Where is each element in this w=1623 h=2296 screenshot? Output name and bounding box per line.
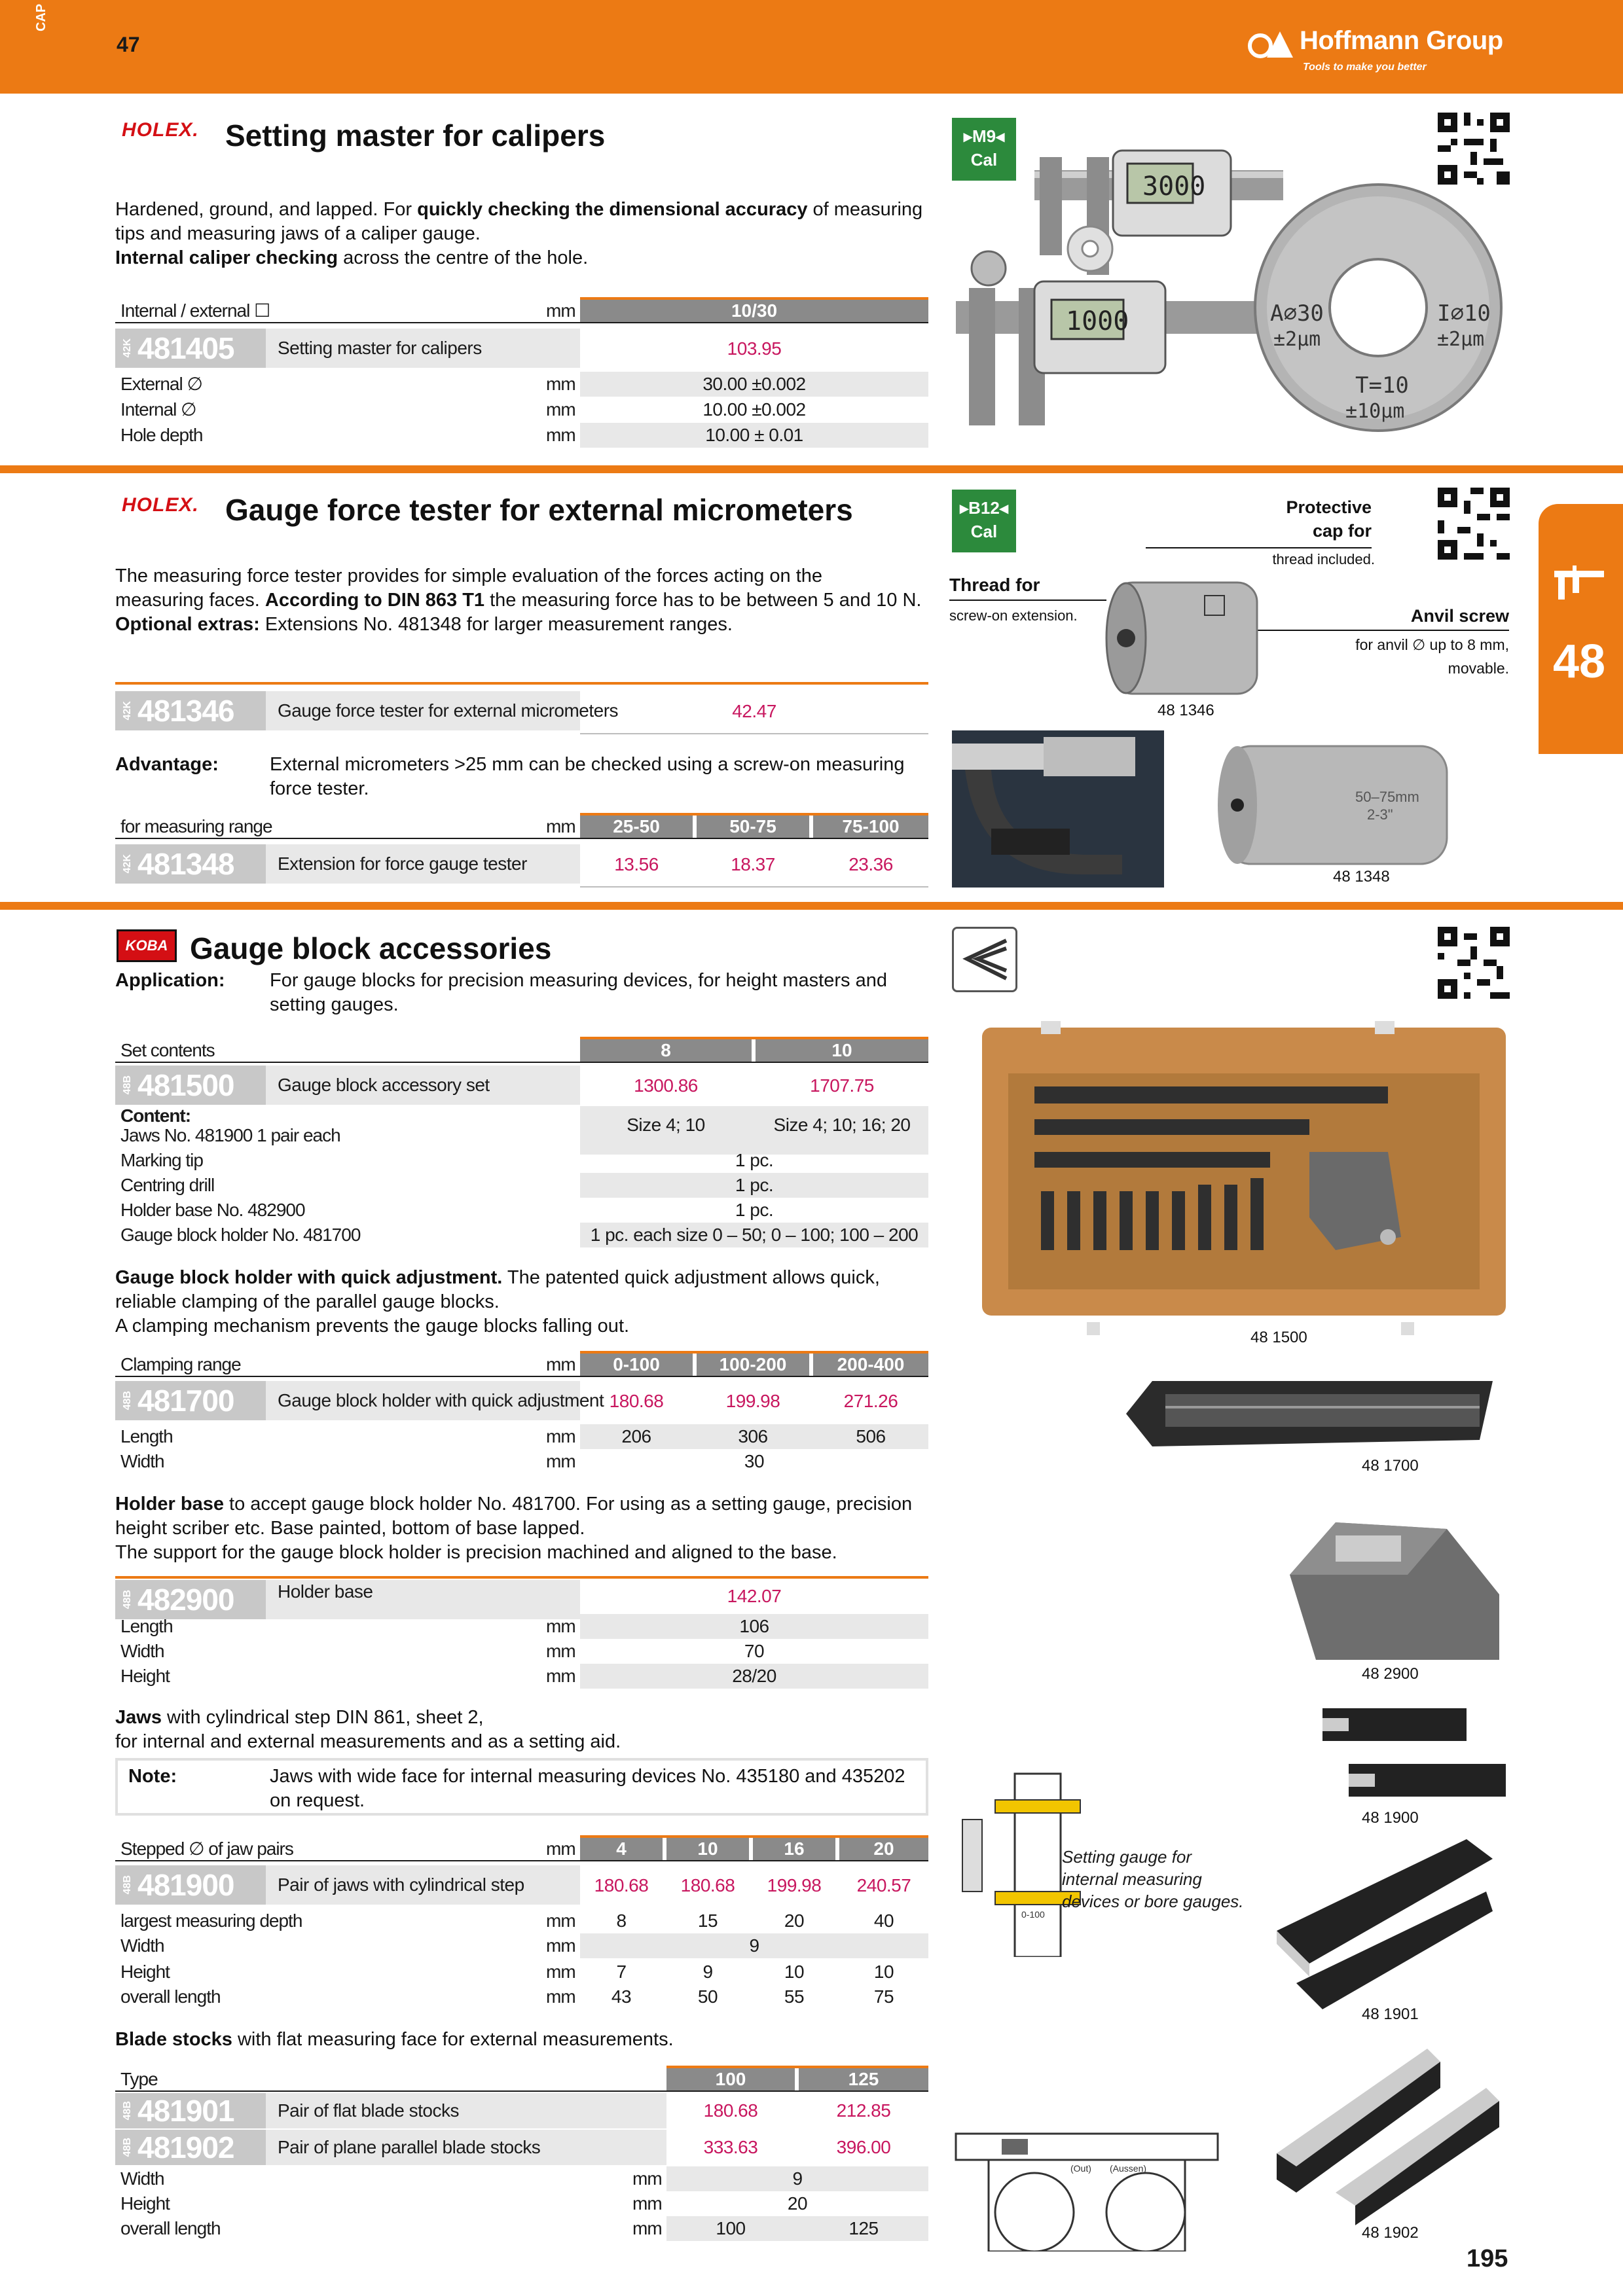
row-unit: mm bbox=[546, 1666, 575, 1686]
section-description: The measuring force tester provides for simple evaluation of the forces acting on the measuring faces. According to DIN 863 T1 the measuring force has to be between 5 and 10 N. Optional extras: Extensions No. 481348 for larger measurement ranges. bbox=[115, 565, 922, 635]
hoffmann-logo-icon bbox=[1247, 29, 1293, 59]
holex-logo: HOLEX. bbox=[122, 494, 199, 516]
article-number-481405[interactable]: 42K 481405 bbox=[115, 329, 266, 368]
row-label: largest measuring depth bbox=[120, 1910, 302, 1931]
row-value: 10.00 ± 0.01 bbox=[705, 425, 803, 445]
price: 333.63 bbox=[703, 2137, 758, 2157]
row-label: Hole depth bbox=[120, 425, 203, 445]
caption-481900: 48 1900 bbox=[1362, 1809, 1419, 1827]
caption-481346: 48 1346 bbox=[1158, 702, 1214, 719]
table-header-unit: mm bbox=[546, 1354, 575, 1374]
row-unit: mm bbox=[546, 1935, 575, 1956]
force-tester-photo bbox=[1100, 569, 1270, 700]
caption-482900: 48 2900 bbox=[1362, 1665, 1419, 1683]
caption-481901: 48 1901 bbox=[1362, 2005, 1419, 2023]
row-label: Gauge block holder No. 481700 bbox=[120, 1225, 361, 1245]
chapter-tab[interactable] bbox=[1539, 504, 1623, 754]
row-label: Internal ∅ bbox=[120, 399, 196, 420]
row-unit: mm bbox=[546, 425, 575, 445]
row-value: 20 bbox=[787, 2193, 808, 2214]
svg-text:(Out): (Out) bbox=[1070, 2163, 1091, 2174]
row-unit: mm bbox=[632, 2168, 662, 2189]
table-col-header: 10/30 bbox=[580, 300, 928, 322]
qr-code[interactable] bbox=[1438, 927, 1510, 999]
svg-text:I∅10: I∅10 bbox=[1437, 300, 1491, 327]
price: 1707.75 bbox=[810, 1075, 874, 1096]
note-label: Note: bbox=[128, 1766, 177, 1787]
row-value: 40 bbox=[873, 1910, 894, 1931]
row-value: 15 bbox=[697, 1910, 718, 1931]
gauge-block-icon bbox=[952, 927, 1017, 992]
row-unit: mm bbox=[632, 2218, 662, 2238]
accessory-set-case-photo bbox=[982, 1021, 1506, 1335]
price: 212.85 bbox=[836, 2100, 891, 2121]
micrometer-photo bbox=[952, 730, 1164, 888]
row-value: 306 bbox=[738, 1426, 768, 1446]
price: 199.98 bbox=[767, 1875, 822, 1895]
display-reading: 1000 bbox=[1066, 306, 1129, 336]
row-unit: mm bbox=[546, 1451, 575, 1471]
callout-anvil-sub: for anvil ∅ up to 8 mm, bbox=[1355, 636, 1509, 653]
article-number-481500[interactable]: 48B 481500 bbox=[115, 1066, 266, 1105]
article-description: Pair of jaws with cylindrical step bbox=[278, 1874, 524, 1895]
note-text: Jaws with wide face for internal measuring devices No. 435180 and 435202 on request. bbox=[270, 1766, 905, 1811]
jaws-col-header: 16 bbox=[753, 1838, 835, 1860]
callout-cap-sub: thread included. bbox=[1272, 551, 1375, 567]
price: 180.68 bbox=[609, 1391, 664, 1411]
jaws-description: Jaws with cylindrical step DIN 861, sheet 2, for internal and external measurements and as a setting aid. bbox=[115, 1707, 621, 1752]
table-header-unit: mm bbox=[546, 1839, 575, 1859]
svg-text:T=10: T=10 bbox=[1355, 372, 1409, 399]
table-header-unit: mm bbox=[546, 300, 575, 321]
range-col-header: 75-100 bbox=[813, 816, 928, 838]
price: 23.36 bbox=[848, 854, 893, 874]
row-label: Jaws No. 481900 1 pair each bbox=[120, 1125, 340, 1145]
row-value: 10 bbox=[873, 1962, 894, 1982]
koba-logo: KOBA bbox=[117, 929, 177, 962]
callout-thread-sub: screw-on extension. bbox=[949, 607, 1078, 624]
section-title: Gauge block accessories bbox=[190, 931, 552, 965]
callout-anvil-sub: movable. bbox=[1448, 660, 1509, 677]
svg-text:0-100: 0-100 bbox=[1021, 1909, 1045, 1920]
row-label: Marking tip bbox=[120, 1150, 203, 1170]
cal-badge: ▸B12◂ Cal bbox=[952, 490, 1016, 552]
svg-text:±2µm: ±2µm bbox=[1437, 328, 1485, 351]
row-value: 1 pc. bbox=[735, 1200, 774, 1220]
table-header-label: Clamping range bbox=[120, 1354, 241, 1374]
row-value: 10.00 ±0.002 bbox=[702, 399, 806, 420]
row-unit: mm bbox=[546, 1962, 575, 1982]
holder-col-header: 100-200 bbox=[697, 1354, 809, 1376]
plane-parallel-blade-stocks-photo bbox=[1270, 2036, 1506, 2225]
row-label: Centring drill bbox=[120, 1175, 215, 1195]
application-text: For gauge blocks for precision measuring devices, for height masters and setting gauges. bbox=[270, 970, 887, 1015]
qr-code[interactable] bbox=[1438, 488, 1510, 560]
table-header-label: Type bbox=[120, 2069, 158, 2089]
row-unit: mm bbox=[546, 1616, 575, 1636]
holder-col-header: 200-400 bbox=[813, 1354, 928, 1376]
price: 142.07 bbox=[727, 1586, 782, 1606]
advantage-label: Advantage: bbox=[115, 754, 219, 775]
caption-481700: 48 1700 bbox=[1362, 1457, 1419, 1475]
row-value: 28/20 bbox=[732, 1666, 776, 1686]
holex-logo: HOLEX. bbox=[122, 119, 199, 141]
row-unit: mm bbox=[546, 1641, 575, 1661]
row-value: 1 pc. bbox=[735, 1175, 774, 1195]
section-description: Hardened, ground, and lapped. For quickly checking the dimensional accuracy of measuring tips and measuring jaws of a caliper gauge. Internal caliper checking across the centre of the hole. bbox=[115, 199, 923, 268]
article-description: Extension for force gauge tester bbox=[278, 853, 527, 874]
row-unit: mm bbox=[546, 374, 575, 394]
price: 240.57 bbox=[856, 1875, 911, 1895]
set-col-header: 8 bbox=[580, 1039, 752, 1062]
svg-text:2-3": 2-3" bbox=[1367, 806, 1393, 823]
row-value: 100 bbox=[716, 2218, 746, 2238]
price: 18.37 bbox=[731, 854, 775, 874]
row-value: Size 4; 10 bbox=[627, 1115, 705, 1135]
row-label: Height bbox=[120, 1962, 170, 1982]
callout-thread: Thread for bbox=[949, 575, 1040, 595]
row-label: Width bbox=[120, 2168, 164, 2189]
row-value: 50 bbox=[697, 1986, 718, 2007]
table-header-label: Internal / external ☐ bbox=[120, 300, 270, 321]
cal-badge: ▸M9◂ Cal bbox=[952, 118, 1016, 181]
row-label: Length bbox=[120, 1616, 173, 1636]
range-col-header: 25-50 bbox=[580, 816, 693, 838]
article-description: Pair of plane parallel blade stocks bbox=[278, 2137, 541, 2157]
blade-stock-diagram bbox=[949, 2114, 1224, 2251]
row-label: overall length bbox=[120, 2218, 221, 2238]
caliper-icon bbox=[1553, 563, 1605, 602]
holder-base-photo bbox=[1277, 1516, 1512, 1666]
blade-description: Blade stocks with flat measuring face for external measurements. bbox=[115, 2029, 674, 2050]
row-label: Width bbox=[120, 1641, 164, 1661]
article-number-481348[interactable]: 42K 481348 bbox=[115, 844, 266, 884]
gauge-block-holder-photo bbox=[1126, 1368, 1506, 1460]
row-value: 30.00 ±0.002 bbox=[702, 374, 806, 394]
row-value: 8 bbox=[616, 1910, 627, 1931]
caption-481500: 48 1500 bbox=[1250, 1329, 1307, 1346]
article-description: Gauge force tester for external micrometers bbox=[278, 700, 619, 721]
jaws-col-header: 4 bbox=[580, 1838, 663, 1860]
price: 103.95 bbox=[727, 338, 782, 359]
row-label: Length bbox=[120, 1426, 173, 1446]
price: 1300.86 bbox=[634, 1075, 698, 1096]
row-value: 10 bbox=[784, 1962, 805, 1982]
callout-cap: cap for bbox=[1312, 521, 1372, 541]
advantage-text: External micrometers >25 mm can be checked using a screw-on measuring force tester. bbox=[270, 754, 905, 799]
svg-text:50–75mm: 50–75mm bbox=[1355, 789, 1419, 805]
article-number-481901[interactable]: 48B 481901 bbox=[115, 2093, 266, 2128]
range-col-header: 50-75 bbox=[697, 816, 809, 838]
price: 180.68 bbox=[680, 1875, 735, 1895]
application-label: Application: bbox=[115, 970, 225, 991]
row-value: 70 bbox=[744, 1641, 765, 1661]
section-title: Gauge force tester for external micrometers bbox=[225, 493, 853, 527]
article-number-481700[interactable]: 48B 481700 bbox=[115, 1381, 266, 1420]
blade-col-header: 100 bbox=[666, 2068, 795, 2090]
row-value: 9 bbox=[749, 1935, 759, 1956]
price: 396.00 bbox=[836, 2137, 891, 2157]
row-unit: mm bbox=[546, 1426, 575, 1446]
svg-text:(Aussen): (Aussen) bbox=[1110, 2163, 1147, 2174]
row-value: 1 pc. bbox=[735, 1150, 774, 1170]
row-label: overall length bbox=[120, 1986, 221, 2007]
jaws-col-header: 10 bbox=[666, 1838, 749, 1860]
price: 13.56 bbox=[614, 854, 659, 874]
category-code: CAP bbox=[34, 3, 48, 31]
row-label: Width bbox=[120, 1451, 164, 1471]
article-number-481902[interactable]: 48B 481902 bbox=[115, 2130, 266, 2165]
extension-photo bbox=[1211, 740, 1460, 870]
row-label: Holder base No. 482900 bbox=[120, 1200, 305, 1220]
row-value: Size 4; 10; 16; 20 bbox=[773, 1115, 911, 1135]
callout-anvil: Anvil screw bbox=[1410, 606, 1509, 626]
table-header-label: Set contents bbox=[120, 1040, 215, 1060]
display-reading: 3000 bbox=[1142, 171, 1206, 202]
row-value: 43 bbox=[611, 1986, 632, 2007]
row-unit: mm bbox=[546, 399, 575, 420]
setting-gauge-caption: Setting gauge for internal measuring devices or bore gauges. bbox=[1062, 1847, 1244, 1911]
table-header-label: Stepped ∅ of jaw pairs bbox=[120, 1839, 293, 1859]
table-header-unit: mm bbox=[546, 816, 575, 836]
page-number: 195 bbox=[1467, 2245, 1508, 2272]
page-reference: 47 bbox=[117, 33, 140, 56]
section-separator bbox=[0, 465, 1623, 473]
row-label: External ∅ bbox=[120, 374, 202, 394]
svg-text:A∅30: A∅30 bbox=[1270, 300, 1324, 327]
row-value: 55 bbox=[784, 1986, 805, 2007]
row-value: 1 pc. each size 0 – 50; 0 – 100; 100 – 200 bbox=[590, 1225, 919, 1245]
holder-description: Gauge block holder with quick adjustment. The patented quick adjustment allows quick, reliable clamping of the parallel gauge blocks. A clamping mechanism prevents the gauge blocks falling out. bbox=[115, 1267, 880, 1336]
row-label: Width bbox=[120, 1935, 164, 1956]
row-unit: mm bbox=[546, 1910, 575, 1931]
table-header-label: for measuring range bbox=[120, 816, 272, 836]
article-description: Pair of flat blade stocks bbox=[278, 2100, 459, 2121]
jaws-photo bbox=[1309, 1702, 1506, 1806]
price: 180.68 bbox=[594, 1875, 649, 1895]
jaws-col-header: 20 bbox=[839, 1838, 928, 1860]
page-header bbox=[0, 0, 1623, 94]
row-value: 30 bbox=[744, 1451, 765, 1471]
row-value: 20 bbox=[784, 1910, 805, 1931]
chapter-number: 48 bbox=[1553, 636, 1606, 688]
row-value: 7 bbox=[616, 1962, 627, 1982]
brand-logo: Hoffmann Group bbox=[1300, 26, 1503, 55]
row-label: Height bbox=[120, 2193, 170, 2214]
section-title: Setting master for calipers bbox=[225, 118, 606, 152]
row-label: Content: bbox=[120, 1105, 191, 1126]
flat-blade-stocks-photo bbox=[1270, 1833, 1506, 2016]
row-value: 106 bbox=[739, 1616, 769, 1636]
article-description: Setting master for calipers bbox=[278, 338, 482, 358]
article-number-481346[interactable]: 42K 481346 bbox=[115, 691, 266, 730]
article-number-481900[interactable]: 48B 481900 bbox=[115, 1865, 266, 1905]
price: 42.47 bbox=[732, 701, 776, 721]
blade-col-header: 125 bbox=[799, 2068, 928, 2090]
row-unit: mm bbox=[546, 1986, 575, 2007]
set-col-header: 10 bbox=[756, 1039, 928, 1062]
price: 199.98 bbox=[725, 1391, 780, 1411]
holder-col-header: 0-100 bbox=[580, 1354, 693, 1376]
article-number-482900[interactable]: 48B 482900 bbox=[115, 1580, 266, 1619]
row-value: 125 bbox=[848, 2218, 879, 2238]
caption-481348: 48 1348 bbox=[1333, 868, 1390, 886]
row-value: 75 bbox=[873, 1986, 894, 2007]
section-separator bbox=[0, 902, 1623, 910]
base-description: Holder base to accept gauge block holder No. 481700. For using as a setting gauge, precision height scriber etc. Base painted, bottom of base lapped. The support for the gauge block holder is precision machined and aligned to the base. bbox=[115, 1494, 913, 1563]
row-value: 206 bbox=[621, 1426, 651, 1446]
brand-tagline: Tools to make you better bbox=[1303, 62, 1427, 73]
price: 271.26 bbox=[843, 1391, 898, 1411]
row-value: 506 bbox=[856, 1426, 886, 1446]
article-description: Holder base bbox=[278, 1581, 373, 1602]
caption-481902: 48 1902 bbox=[1362, 2224, 1419, 2242]
row-value: 9 bbox=[792, 2168, 803, 2189]
article-description: Gauge block accessory set bbox=[278, 1075, 490, 1095]
price: 180.68 bbox=[703, 2100, 758, 2121]
setting-ring-photo bbox=[1247, 177, 1509, 432]
svg-text:±2µm: ±2µm bbox=[1273, 328, 1321, 351]
callout-cap: Protective bbox=[1286, 497, 1372, 517]
row-value: 9 bbox=[702, 1962, 713, 1982]
qr-code[interactable] bbox=[1438, 113, 1510, 185]
svg-text:±10µm: ±10µm bbox=[1345, 400, 1405, 423]
row-label: Height bbox=[120, 1666, 170, 1686]
article-description: Gauge block holder with quick adjustment bbox=[278, 1390, 604, 1410]
row-unit: mm bbox=[632, 2193, 662, 2214]
